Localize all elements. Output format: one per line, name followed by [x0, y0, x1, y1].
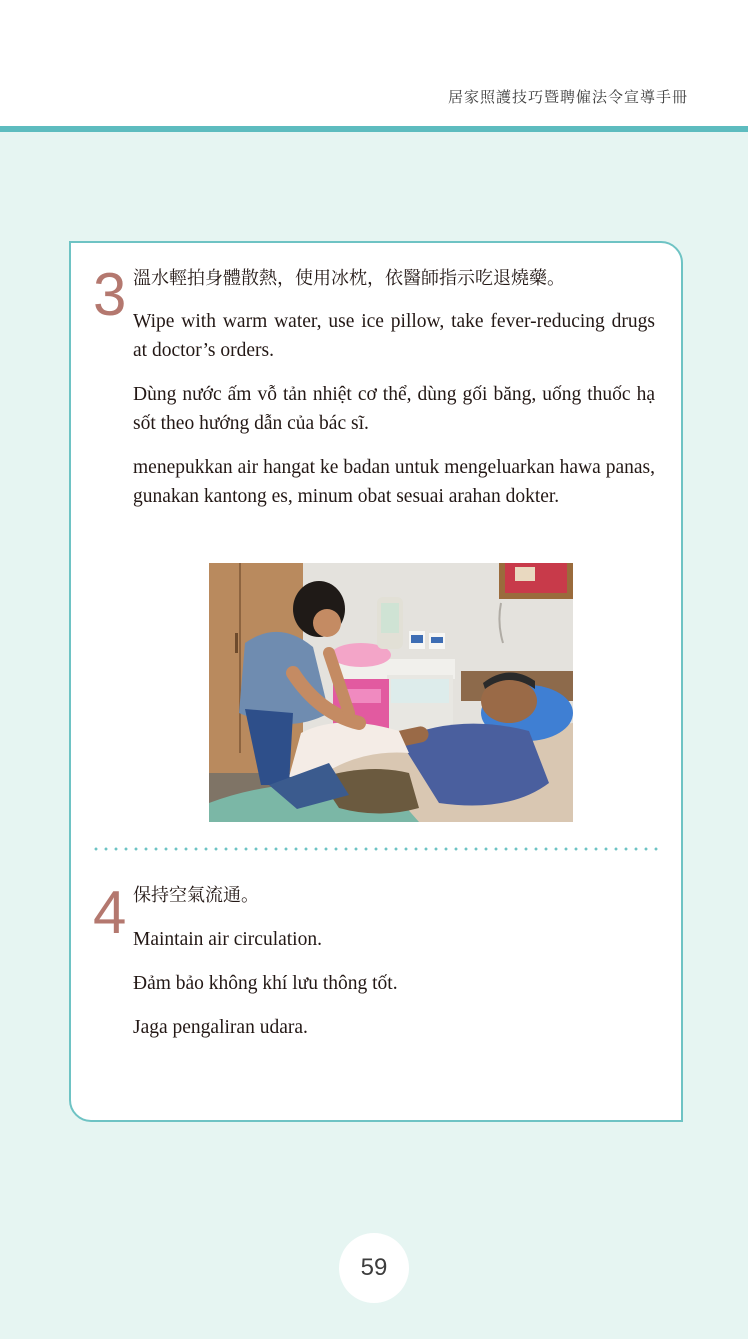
manual-title: 居家照護技巧暨聘僱法令宣導手冊: [447, 88, 688, 106]
header-divider: [0, 126, 748, 132]
step-4-chinese-text: 保持空氣流通。: [133, 885, 259, 906]
step-number-4: 4: [93, 879, 127, 946]
page-number: 59: [360, 1254, 388, 1281]
step-3-english-text: Wipe with warm water, use ice pillow, take fever-reducing drugs at doctor’s orders.: [133, 311, 655, 361]
step-4-vietnamese-text: Đảm bảo không khí lưu thông tốt.: [133, 973, 398, 994]
caregiver-cooling-patient-photo: [209, 563, 573, 822]
instruction-card: [69, 241, 683, 1122]
step-number-3: 3: [93, 261, 127, 328]
step-4-english-text: Maintain air circulation.: [133, 929, 322, 950]
step-3-chinese-text: 溫水輕拍身體散熱，使用冰枕，依醫師指示吃退燒藥。: [133, 268, 565, 289]
page-header: [0, 0, 748, 126]
step-4-indonesian-text: Jaga pengaliran udara.: [133, 1017, 308, 1038]
step-3-vietnamese-text: Dùng nước ấm vỗ tản nhiệt cơ thể, dùng gối băng, uống thuốc hạ sốt theo hướng dẫn của bác sĩ.: [133, 384, 655, 434]
page-number-badge: [339, 1233, 409, 1303]
section-divider: [91, 847, 663, 851]
step-3-indonesian-text: menepukkan air hangat ke badan untuk mengeluarkan hawa panas, gunakan kantong es, minum obat sesuai arahan dokter.: [133, 457, 655, 507]
